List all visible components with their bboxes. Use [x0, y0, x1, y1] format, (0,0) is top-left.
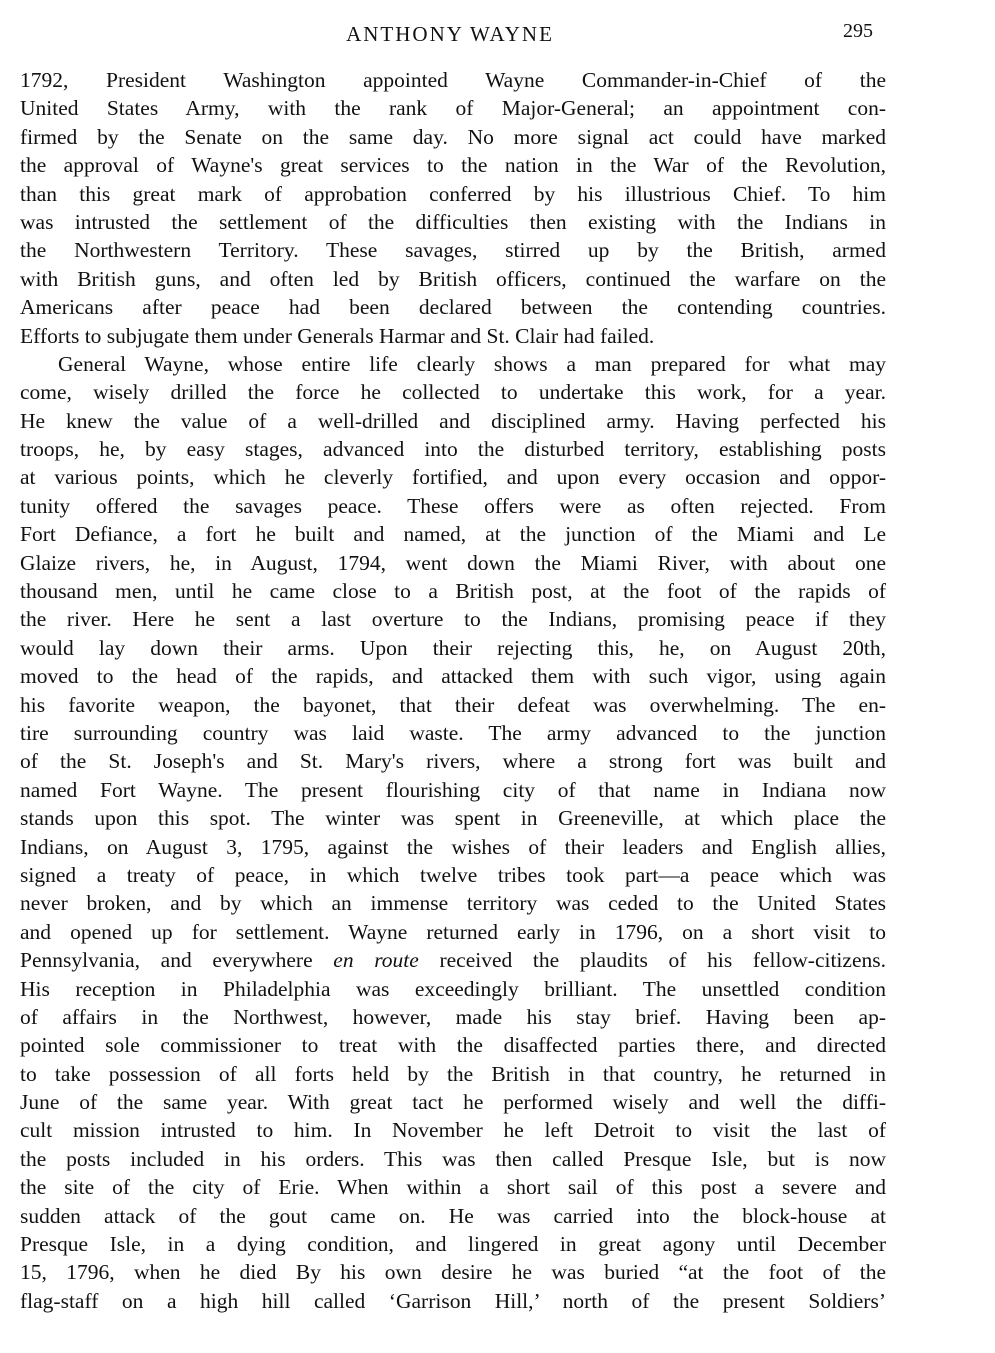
text-line: pointed sole commissioner to treat with the disaffected parties there, and directed [20, 1033, 886, 1058]
text-line: He knew the value of a well-drilled and disciplined army. Having perfected his [20, 408, 886, 433]
text-line: the site of the city of Erie. When within a short sail of this post a severe and [20, 1175, 886, 1200]
text-line: Efforts to subjugate them under Generals Harmar and St. Clair had failed. [20, 323, 655, 348]
text-line: his favorite weapon, the bayonet, that their defeat was overwhelming. The en- [20, 692, 886, 717]
text-line: stands upon this spot. The winter was spent in Greeneville, at which place the [20, 806, 886, 831]
text-line: the approval of Wayne's great services to the nation in the War of the Revolution, [20, 153, 886, 178]
text-line: Pennsylvania, and everywhere en route received the plaudits of his fellow-citizens. [20, 948, 886, 973]
text-line: was intrusted the settlement of the difficulties then existing with the Indians in [20, 209, 886, 234]
running-header [0, 20, 995, 50]
text-line: Americans after peace had been declared between the contending countries. [20, 295, 886, 320]
text-line: flag-staff on a high hill called ‘Garrison Hill,’ north of the present Soldiers’ [20, 1288, 886, 1313]
text-line: General Wayne, whose entire life clearly shows a man prepared for what may [58, 351, 886, 376]
text-line: Fort Defiance, a fort he built and named, at the junction of the Miami and Le [20, 522, 886, 547]
text-line: the Northwestern Territory. These savages, stirred up by the British, armed [20, 238, 886, 263]
text-line: Presque Isle, in a dying condition, and lingered in great agony until December [20, 1232, 886, 1257]
text-line: United States Army, with the rank of Major-General; an appointment con- [20, 96, 886, 121]
text-line: troops, he, by easy stages, advanced into the disturbed territory, establishing posts [20, 437, 886, 462]
italic-phrase: en route [333, 948, 419, 973]
text-line: cult mission intrusted to him. In November he left Detroit to visit the last of [20, 1118, 886, 1143]
text-line: tire surrounding country was laid waste. The army advanced to the junction [20, 720, 886, 745]
text-line: of the St. Joseph's and St. Mary's rivers, where a strong fort was built and [20, 749, 886, 774]
text-line: never broken, and by which an immense territory was ceded to the United States [20, 891, 886, 916]
text-line: and opened up for settlement. Wayne returned early in 1796, on a short visit to [20, 919, 886, 944]
text-line: with British guns, and often led by British officers, continued the warfare on the [20, 266, 886, 291]
text-line: His reception in Philadelphia was exceedingly brilliant. The unsettled condition [20, 976, 886, 1001]
text-line: 15, 1796, when he died By his own desire he was buried “at the foot of the [20, 1260, 886, 1285]
text-line: tunity offered the savages peace. These offers were as often rejected. From [20, 493, 886, 518]
text-line: to take possession of all forts held by the British in that country, he returned in [20, 1061, 886, 1086]
text-line: named Fort Wayne. The present flourishing city of that name in Indiana now [20, 777, 886, 802]
text-line: sudden attack of the gout came on. He was carried into the block-house at [20, 1203, 886, 1228]
body-text [20, 66, 886, 1315]
text-line: 1792, President Washington appointed Wayne Commander-in-Chief of the [20, 68, 886, 92]
text-line: come, wisely drilled the force he collected to undertake this work, for a year. [20, 380, 886, 405]
text-line: would lay down their arms. Upon their rejecting this, he, on August 20th, [20, 635, 886, 660]
text-line: Indians, on August 3, 1795, against the wishes of their leaders and English allies, [20, 834, 886, 859]
text-line: the posts included in his orders. This was then called Presque Isle, but is now [20, 1146, 886, 1171]
text-line: of affairs in the Northwest, however, made his stay brief. Having been ap- [20, 1004, 886, 1029]
page-number: 295 [843, 20, 873, 42]
text-line: thousand men, until he came close to a British post, at the foot of the rapids of [20, 579, 886, 604]
text-line: the river. Here he sent a last overture to the Indians, promising peace if they [20, 607, 886, 632]
text-line: Glaize rivers, he, in August, 1794, went down the Miami River, with about one [20, 550, 886, 575]
text-line: firmed by the Senate on the same day. No more signal act could have marked [20, 124, 886, 149]
text-line: at various points, which he cleverly fortified, and upon every occasion and oppor- [20, 465, 886, 490]
text-line: moved to the head of the rapids, and attacked them with such vigor, using again [20, 664, 886, 689]
running-title: ANTHONY WAYNE [346, 22, 554, 46]
text-line: June of the same year. With great tact he performed wisely and well the diffi- [20, 1090, 886, 1115]
text-line: signed a treaty of peace, in which twelve tribes took part—a peace which was [20, 862, 886, 887]
text-line: than this great mark of approbation conferred by his illustrious Chief. To him [20, 181, 886, 206]
